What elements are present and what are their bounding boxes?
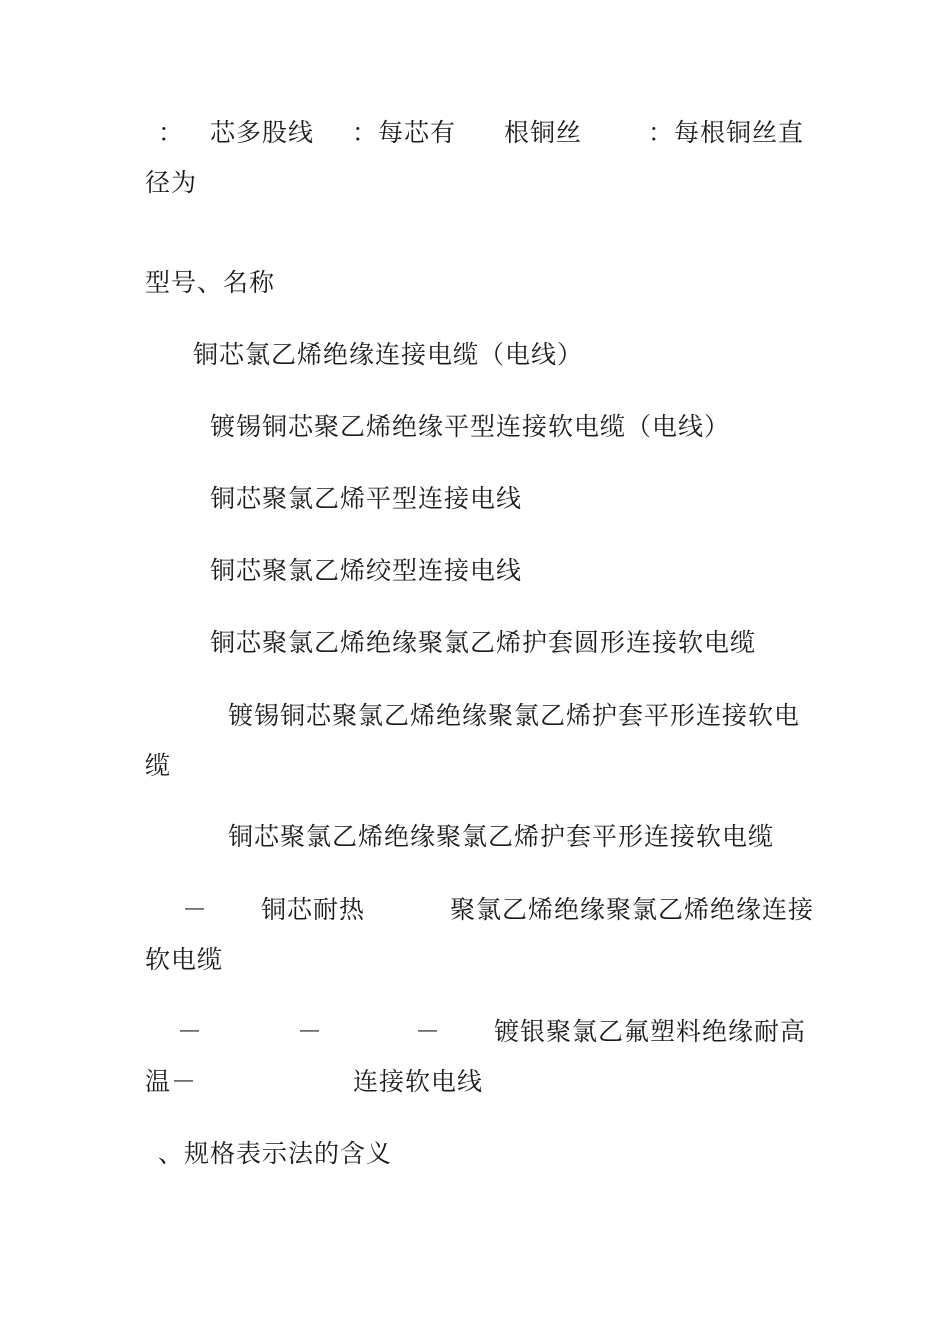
list-item-part: 铜芯耐热 <box>261 895 366 924</box>
list-item-wrap: 连接软电线 <box>353 1067 484 1096</box>
list-item-wrap: 温－ <box>145 1067 198 1096</box>
wire-count-text: 根铜丝 <box>504 118 583 147</box>
list-item: 铜芯聚氯乙烯绝缘聚氯乙烯护套圆形连接软电缆 <box>210 628 757 657</box>
dash-mark: － <box>415 1017 442 1046</box>
spec-heading: 、规格表示法的含义 <box>158 1139 393 1168</box>
list-item: 镀锡铜芯聚乙烯绝缘平型连接软电缆（电线） <box>210 412 731 441</box>
list-item: 铜芯聚氯乙烯平型连接电线 <box>210 484 523 513</box>
list-item-part: 聚氯乙烯绝缘聚氯乙烯绝缘连接 <box>450 895 815 924</box>
list-item: 铜芯聚氯乙烯绞型连接电线 <box>210 556 523 585</box>
list-item-part: 镀银聚氯乙氟塑料绝缘耐高 <box>494 1017 807 1046</box>
per-core-text: ：每芯有 <box>352 118 457 147</box>
colon-mark: ： <box>158 118 185 147</box>
diameter-text: ：每根铜丝直 <box>648 118 805 147</box>
model-heading: 型号、名称 <box>145 268 276 297</box>
list-item-wrap: 缆 <box>145 751 172 780</box>
dash-mark: － <box>182 895 209 924</box>
list-item: 铜芯氯乙烯绝缘连接电缆（电线） <box>193 340 584 369</box>
list-item-wrap: 软电缆 <box>145 945 224 974</box>
strand-text: 芯多股线 <box>210 118 315 147</box>
dash-mark: － <box>177 1017 204 1046</box>
list-item: 镀锡铜芯聚氯乙烯绝缘聚氯乙烯护套平形连接软电 <box>228 701 801 730</box>
list-item: 铜芯聚氯乙烯绝缘聚氯乙烯护套平形连接软电缆 <box>228 822 775 851</box>
dash-mark: － <box>297 1017 324 1046</box>
diameter-wrap-text: 径为 <box>145 168 198 197</box>
